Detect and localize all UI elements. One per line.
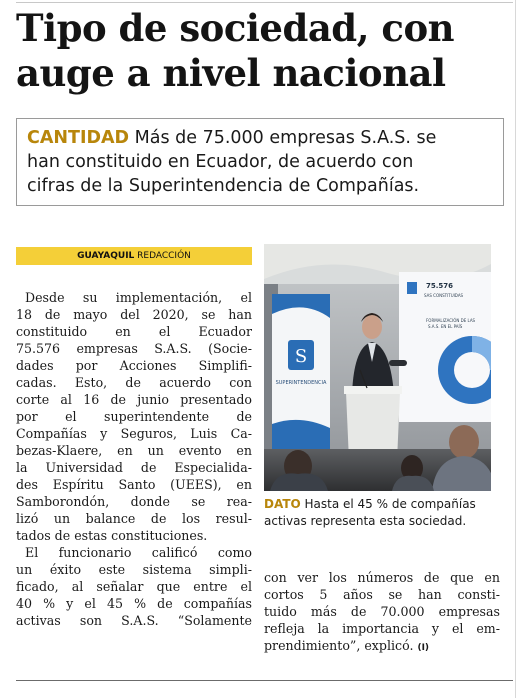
headline — [16, 6, 516, 96]
screen-label: S.A.S. EN EL PAÍS — [428, 324, 463, 329]
body-line: ficado, al señalar que entre el — [16, 579, 252, 594]
body-line-end: prendimiento”, explicó. — [264, 638, 414, 653]
body-line: la Universidad de Especialida- — [16, 460, 252, 475]
event-photo-illustration — [264, 244, 491, 491]
body-line: un éxito este sistema simpli- — [16, 562, 252, 577]
body-line: cadas. Esto, de acuerdo con — [16, 375, 252, 390]
body-line: lizó un balance de los resul- — [16, 511, 252, 526]
body-line: por el superintendente de — [16, 409, 252, 424]
summary-line: han constituido en Ecuador, de acuerdo con — [27, 152, 414, 172]
caption-kicker: DATO — [264, 497, 301, 511]
summary-line: cifras de la Superintendencia de Compañías. — [27, 176, 420, 196]
column-edge-rule — [515, 0, 516, 698]
caption-line — [264, 496, 500, 513]
body-line: 75.576 empresas S.A.S. (Socie- — [16, 341, 252, 356]
caption-text: Hasta el 45 % de compañías — [300, 497, 476, 511]
event-photo — [264, 244, 491, 491]
photo-caption — [264, 496, 500, 530]
headline-line: auge a nivel nacional — [16, 51, 446, 95]
screen-label: FORMALIZACIÓN DE LAS — [426, 318, 476, 323]
end-mark: (I) — [417, 643, 430, 653]
body-line: constituido en el Ecuador — [16, 324, 252, 339]
banner-text: SUPERINTENDENCIA — [275, 380, 327, 386]
body-line: dades por Acciones Simplifi- — [16, 358, 252, 373]
body-line: corte al 16 de junio presentado — [16, 392, 252, 407]
caption-line: activas representa esta sociedad. — [264, 514, 467, 528]
body-line: bezas-Klaere, en un evento en — [16, 443, 252, 458]
body-line — [264, 637, 500, 657]
summary-box — [16, 118, 504, 206]
bottom-rule — [16, 680, 513, 681]
body-line: cortos 5 años se han consti- — [264, 587, 500, 602]
presentation-screen — [399, 272, 491, 422]
byline-city: GUAYAQUIL — [77, 251, 135, 261]
top-rule — [16, 2, 513, 3]
summary-kicker: CANTIDAD — [27, 128, 130, 148]
byline — [16, 247, 252, 265]
body-line: 18 de mayo del 2020, se han — [16, 307, 252, 322]
body-line: tuido más de 70.000 empresas — [264, 604, 500, 619]
body-column-right — [264, 569, 500, 657]
summary-text: Más de 75.000 empresas S.A.S. se — [129, 128, 437, 148]
body-line: Desde su implementación, el — [25, 290, 252, 305]
body-line: Compañías y Seguros, Luis Ca- — [16, 426, 252, 441]
headline-line: Tipo de sociedad, con — [16, 6, 455, 50]
screen-figure: 75.576 — [426, 282, 454, 290]
body-line: con ver los números de que en — [264, 570, 500, 585]
body-line: tados de estas constituciones. — [16, 528, 208, 543]
summary-line — [27, 126, 493, 150]
byline-desk: REDACCIÓN — [134, 251, 191, 261]
screen-label: SAS CONSTITUIDAS — [424, 293, 464, 298]
body-line: 40 % y el 45 % de compañías — [16, 596, 252, 611]
body-line: Samborondón, donde se rea- — [16, 494, 252, 509]
banner-left — [272, 294, 330, 454]
body-column-left — [16, 289, 252, 629]
body-line: refleja la importancia y el em- — [264, 621, 500, 636]
body-line: activas son S.A.S. “Solamente — [16, 613, 252, 628]
body-line: des Espíritu Santo (UEES), en — [16, 477, 252, 492]
banner-letter: S — [294, 346, 308, 367]
body-line: El funcionario calificó como — [25, 545, 252, 560]
